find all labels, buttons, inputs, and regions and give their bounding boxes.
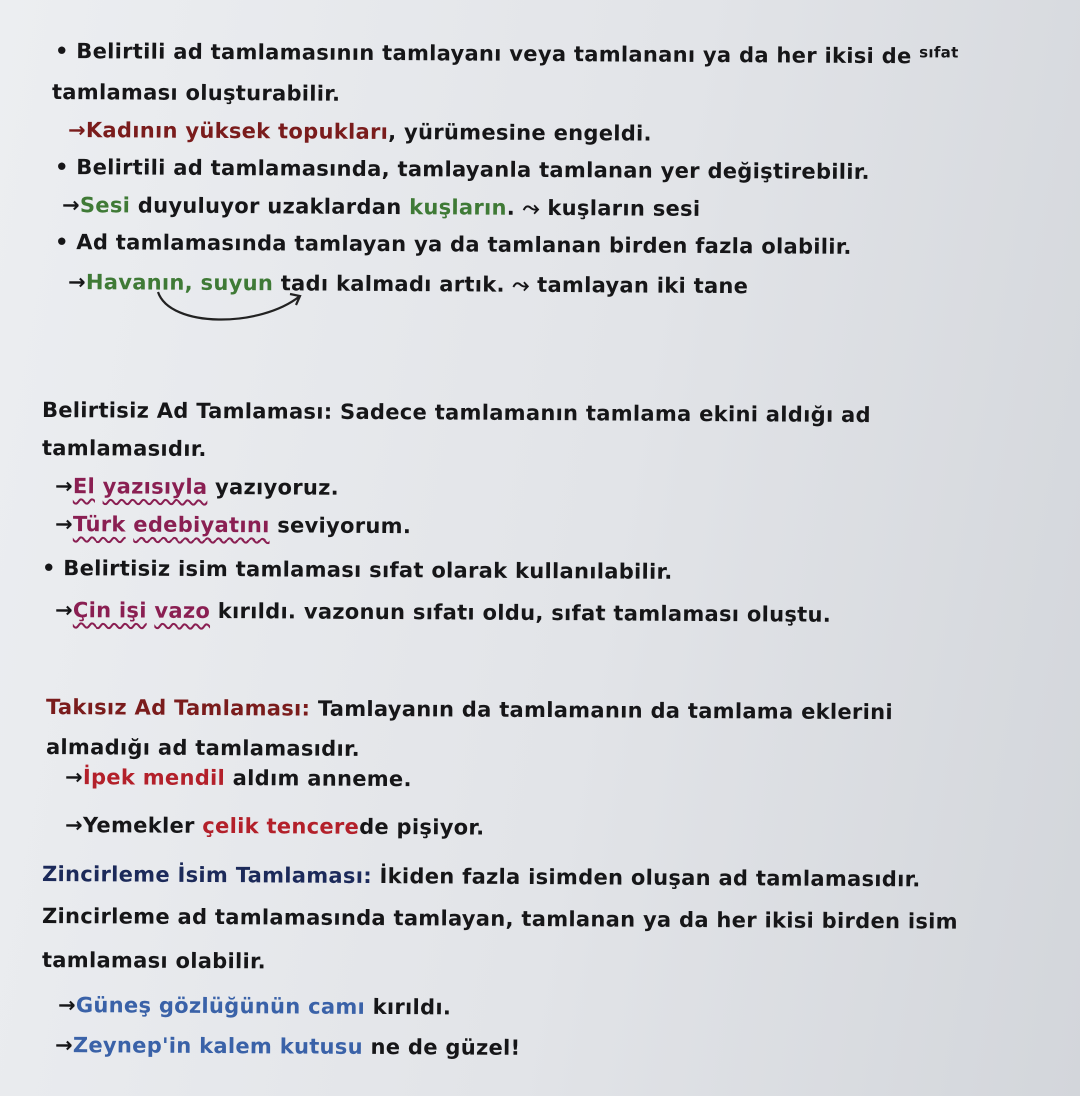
note-line [55, 512, 411, 538]
highlighted-example-text: yazısıyla [102, 474, 208, 499]
note-line [55, 155, 870, 184]
note-text: → [61, 193, 80, 218]
note-text: tamlaması olabilir. [41, 948, 267, 974]
note-line [46, 695, 893, 724]
highlighted-example-text: Zeynep'in kalem kutusu [72, 1033, 363, 1059]
note-text: Zincirleme ad tamlamasında tamlayan, tamlanan ya da her ikisi birden isim [41, 904, 958, 934]
note-line [65, 813, 485, 840]
note-text [95, 474, 103, 498]
highlighted-example-text: İpek mendil [82, 765, 226, 790]
highlighted-example-text: Güneş gözlüğünün camı [75, 993, 366, 1019]
note-text: • Ad tamlamasında tamlayan ya da tamlanan birden fazla olabilir. [54, 230, 852, 259]
note-text: tamlaması oluşturabilir. [51, 80, 341, 106]
note-text: yazıyoruz. [207, 474, 340, 500]
highlighted-example-text: Zincirleme İsim Tamlaması: [41, 862, 373, 889]
note-line [42, 556, 673, 584]
note-text: duyuluyor uzaklardan [130, 193, 410, 220]
note-line [55, 598, 831, 627]
highlighted-example-text: Takısız Ad Tamlaması: [45, 695, 311, 721]
note-line [55, 1033, 521, 1060]
highlighted-example-text: çelik tencere [202, 813, 360, 839]
note-text: tadı kalmadı artık. ⤳ tamlayan iki tane [273, 271, 749, 299]
note-text: • Belirtili ad tamlamasında, tamlayanla tamlanan yer değiştirebilir. [54, 155, 870, 184]
note-line [62, 193, 701, 222]
note-text: kırıldı. vazonun sıfatı oldu, sıfat tamlaması oluştu. [210, 598, 832, 627]
note-line [52, 80, 340, 106]
highlighted-example-text: El [72, 474, 96, 499]
highlighted-example-text: Havanın, suyun [85, 270, 274, 296]
note-line [42, 398, 871, 427]
note-text: → [67, 270, 86, 295]
note-text: → [54, 598, 73, 623]
note-text: • Belirtili ad tamlamasının tamlayanı veya tamlananı ya da her ikisi de [54, 39, 920, 69]
note-line [55, 38, 959, 69]
note-text: → [54, 512, 73, 537]
highlighted-example-text: kuşların [409, 195, 507, 220]
note-text: → [54, 474, 73, 499]
note-line [68, 118, 652, 146]
note-line [55, 230, 852, 259]
note-line [42, 904, 958, 934]
note-line [42, 436, 207, 461]
note-text: Tamlayanın da tamlamanın da tamlama eklerini [310, 696, 893, 725]
note-text: Sadece tamlamanın tamlama ekini aldığı ad [332, 399, 871, 428]
highlighted-example-text: Sesi [79, 193, 131, 218]
note-line [42, 948, 266, 973]
note-line [65, 765, 412, 791]
note-text: →Yemekler [64, 813, 203, 838]
note-text: almadığı ad tamlamasıdır. [45, 735, 361, 761]
highlighted-example-text: →Kadının yüksek topukları [67, 118, 389, 144]
note-text: • Belirtisiz isim tamlaması sıfat olarak kullanılabilir. [41, 556, 673, 584]
note-text: sıfat [919, 43, 959, 62]
note-line [55, 474, 339, 500]
note-text: seviyorum. [269, 513, 412, 539]
note-text: → [54, 1033, 73, 1058]
note-text: ne de güzel! [362, 1034, 521, 1060]
note-line [68, 270, 748, 299]
note-text: . ⤳ kuşların sesi [506, 195, 701, 221]
highlighted-example-text: vazo [154, 598, 211, 623]
note-line [42, 862, 921, 891]
note-text: de pişiyor. [359, 814, 485, 840]
highlighted-example-text: Çin işi [72, 598, 147, 623]
note-line [46, 735, 360, 761]
highlighted-example-text: edebiyatını [133, 512, 270, 538]
note-text: → [57, 993, 76, 1018]
note-text: Belirtisiz Ad Tamlaması: [41, 398, 333, 424]
note-text: kırıldı. [364, 994, 452, 1020]
note-text: aldım anneme. [225, 765, 412, 792]
highlighted-example-text: Türk [72, 512, 126, 537]
note-line [58, 993, 451, 1019]
note-text: , yürümesine engeldi. [388, 119, 652, 146]
note-text: İkiden fazla isimden oluşan ad tamlamasıdır. [371, 864, 921, 892]
note-text: → [64, 765, 83, 790]
note-text: tamlamasıdır. [41, 436, 207, 462]
